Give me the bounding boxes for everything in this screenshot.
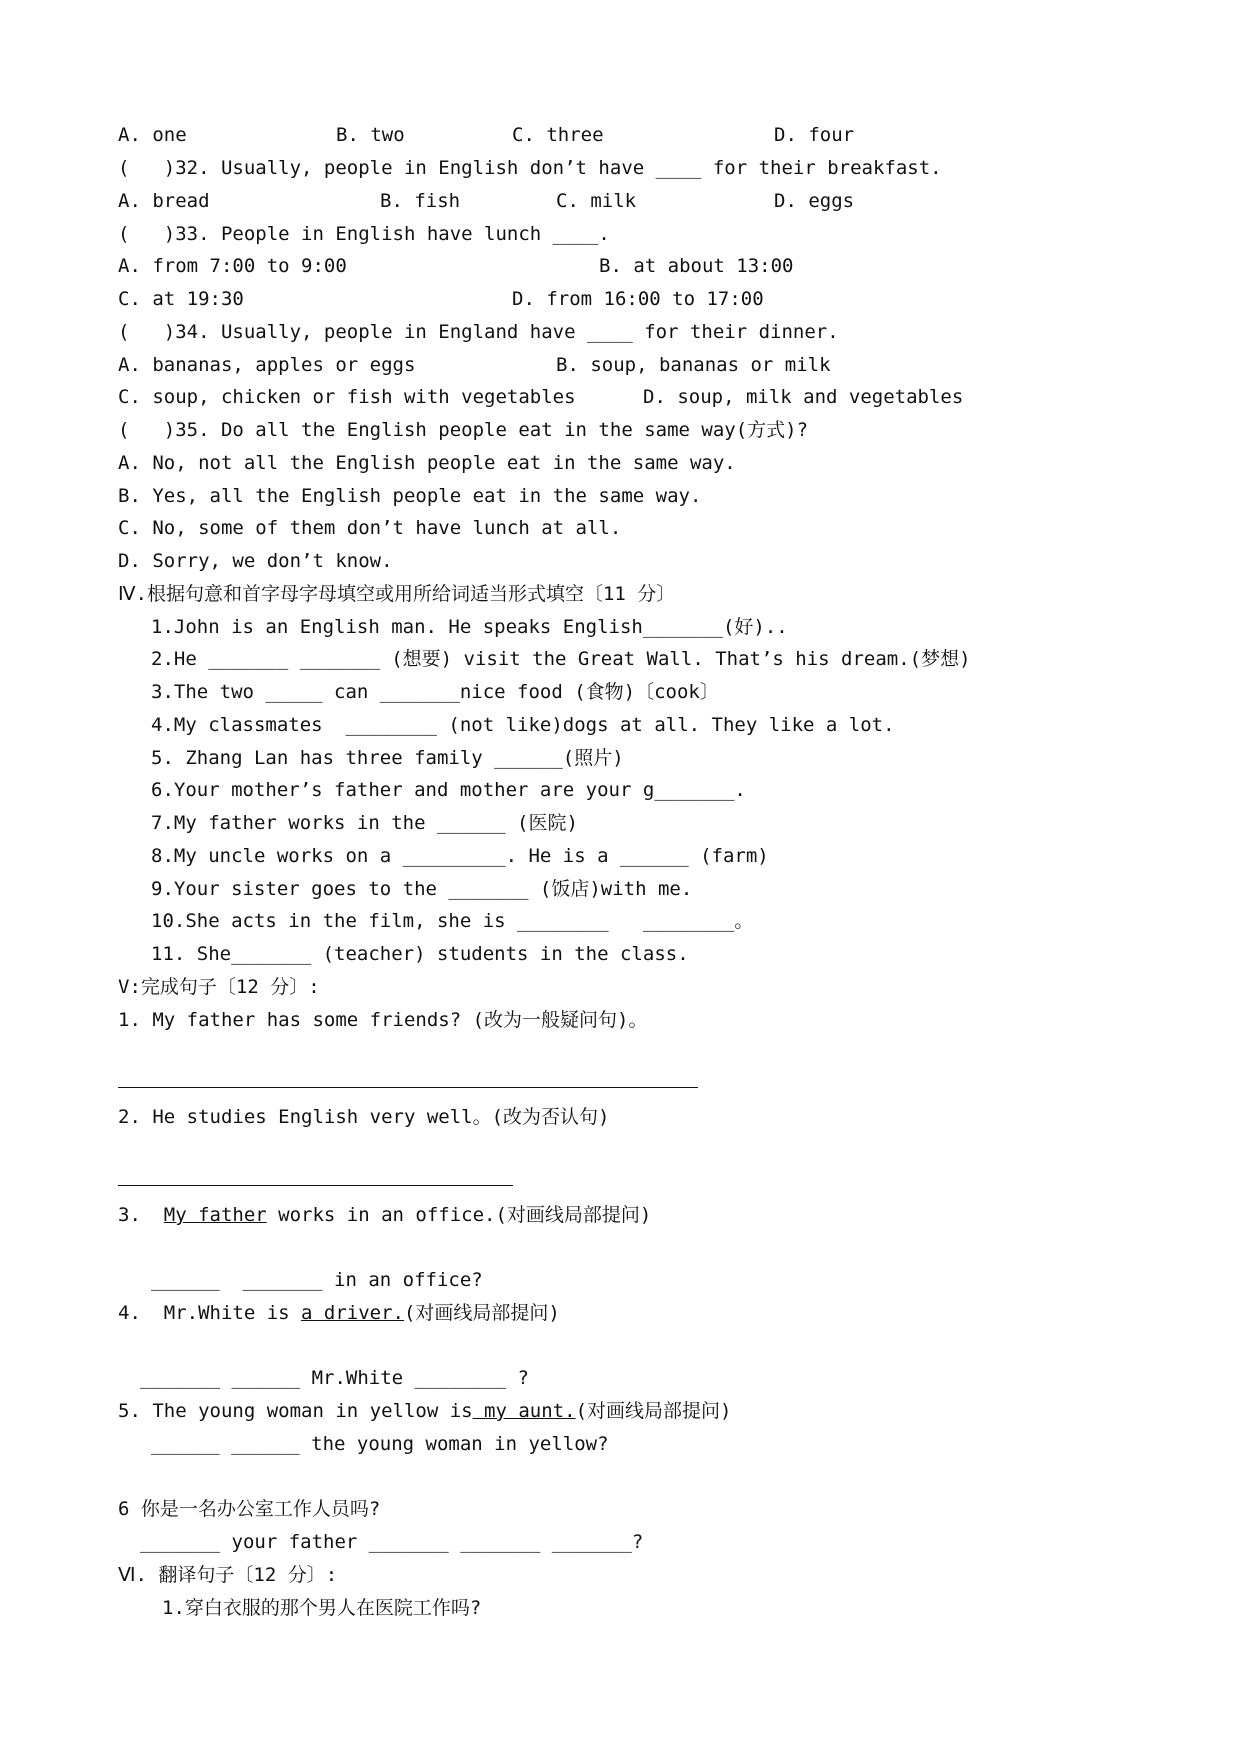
fill-item-6: 6.Your mother’s father and mother are your g_______. [151,779,746,801]
q33-option-d: D. from 16:00 to 17:00 [512,288,764,310]
complete-item-4 [118,1301,560,1325]
fill-item-3: 3.The two _____ can _______nice food (食物)〔cook〕 [151,681,719,703]
q31-option-c: C. three [512,124,604,146]
q33-option-b: B. at about 13:00 [599,255,794,277]
section-4-heading: Ⅳ.根据句意和首字母字母填空或用所给词适当形式填空〔11 分〕 [118,583,676,605]
q34-option-c: C. soup, chicken or fish with vegetables [118,386,576,408]
q32-option-a: A. bread [118,190,210,212]
fill-item-2: 2.He _______ _______ (想要) visit the Great Wall. That’s his dream.(梦想) [151,648,971,670]
q32-option-c: C. milk [556,190,637,212]
question-34: ( )34. Usually, people in England have ____ for their dinner. [118,321,839,343]
q34-option-b: B. soup, bananas or milk [556,354,831,376]
item-3-underlined: My father [163,1204,267,1226]
item-4-suffix: (对画线局部提问) [403,1302,560,1324]
question-32: ( )32. Usually, people in English don’t have ____ for their breakfast. [118,157,942,179]
complete-item-5-answer: ______ ______ the young woman in yellow? [151,1433,609,1455]
question-35: ( )35. Do all the English people eat in the same way(方式)? [118,419,809,441]
q35-option-d: D. Sorry, we don’t know. [118,550,393,572]
complete-item-4-answer: _______ ______ Mr.White ________ ? [140,1367,529,1389]
q35-option-b: B. Yes, all the English people eat in the same way. [118,485,702,507]
fill-item-5: 5. Zhang Lan has three family ______(照片) [151,747,624,769]
q34-option-a: A. bananas, apples or eggs [118,354,416,376]
fill-item-7: 7.My father works in the ______ (医院) [151,812,578,834]
item-3-prefix: 3. [118,1204,164,1226]
fill-item-4: 4.My classmates ________ (not like)dogs at all. They like a lot. [151,714,895,736]
q31-option-a: A. one [118,124,187,146]
fill-item-11: 11. She_______ (teacher) students in the class. [151,943,689,965]
q31-option-d: D. four [774,124,855,146]
section-6-heading: Ⅵ. 翻译句子〔12 分〕: [118,1564,338,1586]
item-5-underlined: my aunt. [472,1400,576,1422]
answer-line-1 [118,1087,698,1088]
item-4-prefix: 4. Mr.White is [118,1302,302,1324]
q33-option-c: C. at 19:30 [118,288,244,310]
answer-line-2 [118,1185,513,1186]
fill-item-8: 8.My uncle works on a _________. He is a ______ (farm) [151,845,769,867]
complete-item-6-answer: _______ your father _______ _______ _______? [140,1531,644,1553]
fill-item-10: 10.She acts in the film, she is ________ ________。 [151,910,754,932]
q35-option-c: C. No, some of them don’t have lunch at all. [118,517,622,539]
fill-item-9: 9.Your sister goes to the _______ (饭店)with me. [151,878,693,900]
q35-option-a: A. No, not all the English people eat in the same way. [118,452,736,474]
complete-item-6: 6 你是一名办公室工作人员吗? [118,1498,381,1520]
translate-item-1: 1.穿白衣服的那个男人在医院工作吗? [162,1597,482,1619]
complete-item-5 [118,1399,731,1423]
section-5-heading: V:完成句子〔12 分〕: [118,976,320,998]
q32-option-d: D. eggs [774,190,855,212]
item-4-underlined: a driver. [301,1302,404,1324]
complete-item-3-answer: ______ _______ in an office? [151,1269,483,1291]
complete-item-2: 2. He studies English very well。(改为否认句) [118,1106,610,1128]
fill-item-1: 1.John is an English man. He speaks English_______(好).. [151,616,788,638]
q34-option-d: D. soup, milk and vegetables [643,386,964,408]
question-33: ( )33. People in English have lunch ____. [118,223,610,245]
complete-item-1: 1. My father has some friends? (改为一般疑问句)。 [118,1009,648,1031]
q33-option-a: A. from 7:00 to 9:00 [118,255,347,277]
q31-option-b: B. two [336,124,405,146]
complete-item-3 [118,1203,651,1227]
item-5-prefix: 5. The young woman in yellow is [118,1400,473,1422]
item-3-suffix: works in an office.(对画线局部提问) [266,1204,652,1226]
item-5-suffix: (对画线局部提问) [575,1400,732,1422]
q32-option-b: B. fish [380,190,461,212]
